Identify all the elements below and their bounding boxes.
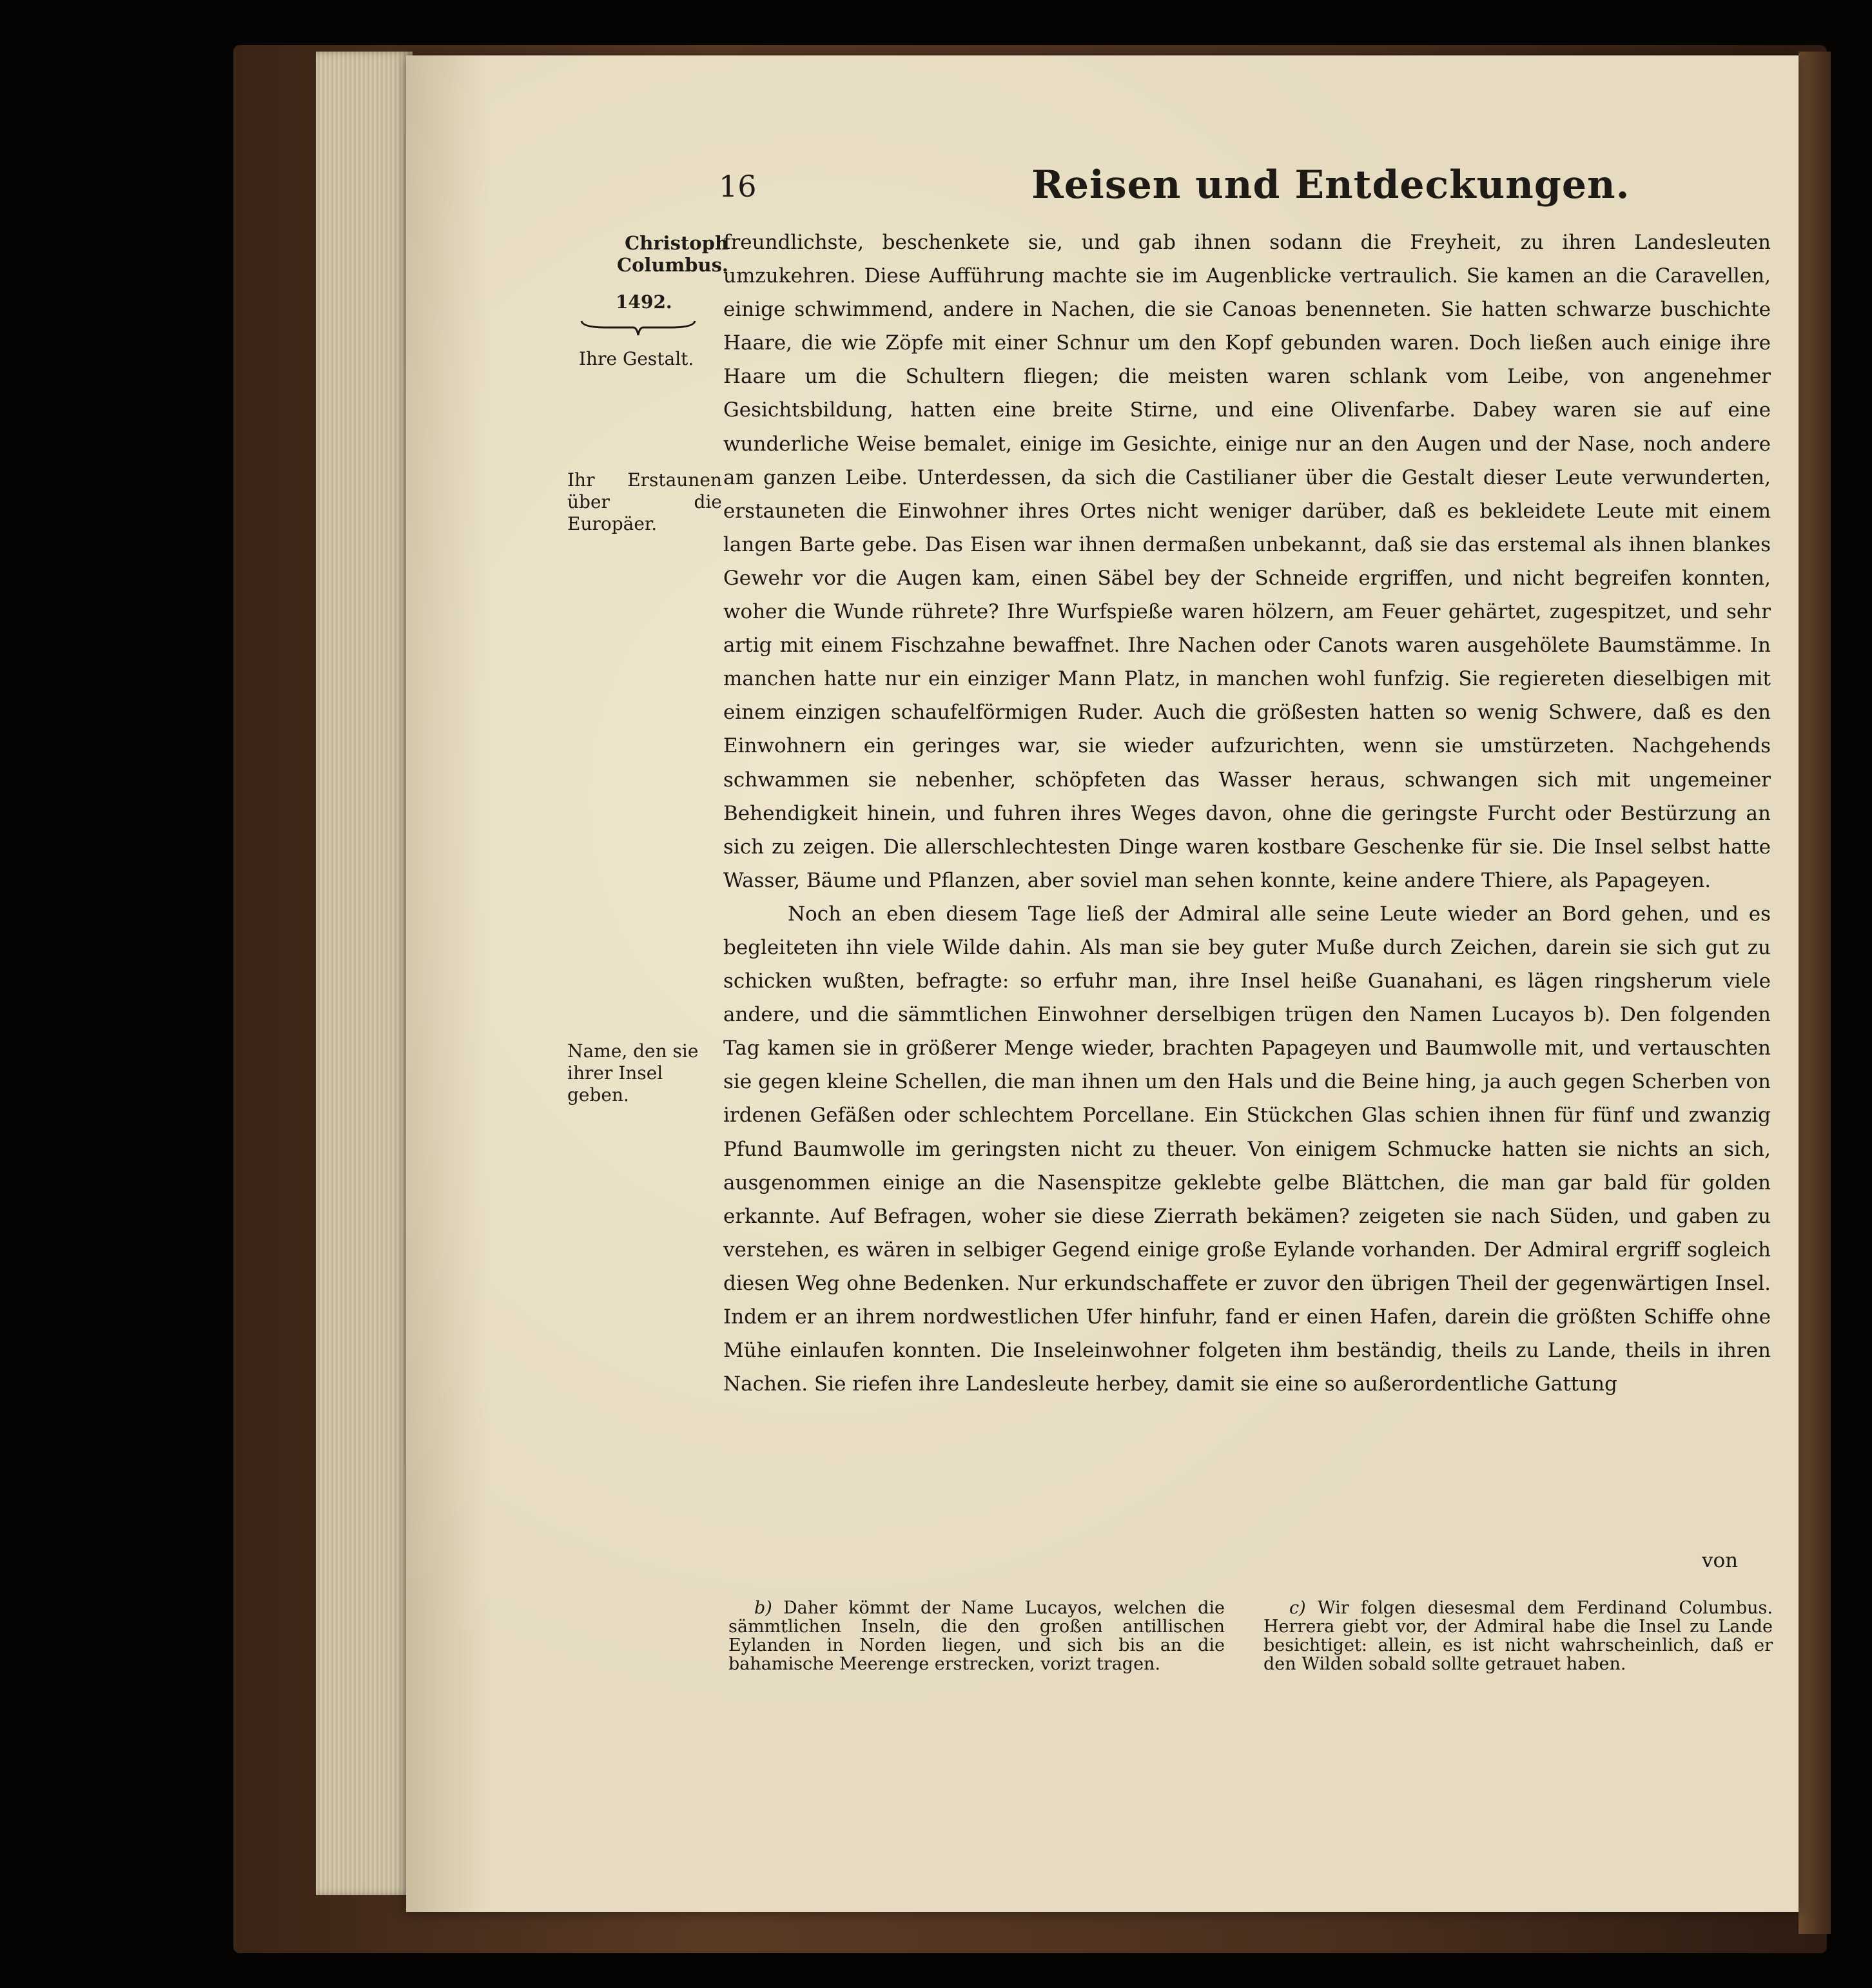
catchword: von: [1702, 1549, 1739, 1572]
margin-note-year: 1492.: [616, 291, 672, 313]
margin-note-shape: Ihre Gestalt.: [579, 348, 694, 369]
margin-note-island-name: Name, den sie ihrer Insel geben.: [567, 1040, 699, 1106]
paragraph: freundlichste, beschenkete sie, und gab ihnen sodann die Freyheit, zu ihren Landesleuten umzukehren. Diese Aufführung machte sie im Augenblicke vertraulich. Sie kamen an die Caravellen, einige schwimmend, andere in Nachen, die sie Canoas benenneten. Sie hatten schwarze buschichte Haare, die wie Zöpfe mit einer Schnur um den Kopf gebunden waren. Doch ließen auch einige ihre Haare um die Schultern fliegen; die meisten waren schlank vom Leibe, von angenehmer Gesichtsbildung, hatten eine breite Stirne, und eine Olivenfarbe. Dabey waren sie auf eine wunderliche Weise bemalet, einige im Gesichte, einige nur an den Augen und der Nase, noch andere am ganzen Leibe. Unterdessen, da sich die Castilianer über die Gestalt dieser Leute verwunderten, erstauneten die Einwohner ihres Ortes nicht weniger darüber, daß es bekleidete Leute mit einem langen Barte gebe. Das Eisen war ihnen dermaßen unbekannt, daß sie das erstemal als ihnen blankes Gewehr vor die Augen kam, einen Säbel bey der Schneide ergriffen, und nicht begreifen konnten, woher die Wunde rührete? Ihre Wurfspieße waren hölzern, am Feuer gehärtet, zugespitzet, und sehr artig mit einem Fischzahne bewaffnet. Ihre Nachen oder Canots waren ausgehölete Baumstämme. In manchen hatte nur ein einziger Mann Platz, in manchen wohl funfzig. Sie regiereten dieselbigen mit einem einzigen schaufelförmigen Ruder. Auch die größesten hatten so wenig Schwere, daß es den Einwohnern ein geringes war, sie wieder aufzurichten, wenn sie umstürzeten. Nachgehends schwammen sie nebenher, schöpfeten das Wasser heraus, schwangen sich mit ungemeiner Behendigkeit hinein, und fuhren ihres Weges davon, ohne die geringste Furcht oder Bestürzung an sich zu zeigen. Die allerschlechtesten Dinge waren kostbare Geschenke für sie. Die Insel selbst hatte Wasser, Bäume und Pflanzen, aber soviel man sehen konnte, keine andere Thiere, als Papageyen.: [723, 231, 1771, 892]
page-edges-stack: [316, 52, 413, 1895]
paragraph: Noch an eben diesem Tage ließ der Admiral alle seine Leute wieder an Bord gehen, und es begleiteten ihn viele Wilde dahin. Als man sie bey guter Muße durch Zeichen, darein sie sich gut zu schicken wußten, befragte: so erfuhr man, ihre Insel heiße Guanahani, es lägen ringsherum viele andere, und die sämmtlichen Einwohner derselbigen trügen den Namen Lucayos b). Den folgenden Tag kamen sie in größerer Menge wieder, brachten Papageyen und Baumwolle mit, und vertauschten sie gegen kleine Schellen, die man ihnen um den Hals und die Beine hing, ja auch gegen Scherben von irdenen Gefäßen oder schlechtem Porcellane. Ein Stückchen Glas schien ihnen für fünf und zwanzig Pfund Baumwolle im geringsten nicht zu theuer. Von einigem Schmucke hatten sie nichts an sich, ausgenommen einige an die Nasenspitze geklebte gelbe Blättchen, die man gar bald für golden erkannte. Auf Befragen, woher sie diese Zierrath bekämen? zeigeten sie nach Süden, und gaben zu verstehen, es wären in selbiger Gegend einige große Eylande vorhanden. Der Admiral ergriff sogleich diesen Weg ohne Bedenken. Nur erkundschaffete er zuvor den übrigen Theil der gegenwärtigen Insel. Indem er an ihrem nordwestlichen Ufer hinfuhr, fand er einen Hafen, darein die größten Schiffe ohne Mühe einlaufen konnten. Die Inseleinwohner folgeten ihm beständig, theils zu Lande, theils in ihren Nachen. Sie riefen ihre Landesleute herbey, damit sie eine so außerordentliche Gattung: [723, 902, 1771, 1396]
year-brace: [580, 318, 696, 338]
footnote-text: Daher kömmt der Name Lucayos, welchen die sämmtlichen Inseln, die den großen antillischen Eylanden in Norden liegen, und sich bis an die bahamische Meerenge erstrecken, vorizt tragen.: [728, 1598, 1225, 1674]
footnote-text: Wir folgen diesesmal dem Ferdinand Columbus. Herrera giebt vor, der Admiral habe die Insel zu Lande besichtiget: allein, es ist nicht wahrscheinlich, daß er den Wilden sobald sollte getrauet haben.: [1263, 1598, 1773, 1674]
running-head: Reisen und Entdeckungen.: [1031, 162, 1630, 208]
next-page-edge: [1799, 52, 1831, 1934]
footnote-c: [1263, 1599, 1773, 1673]
footnote-marker: b): [754, 1598, 772, 1618]
body-text: [723, 226, 1771, 1401]
margin-note-surprise: Ihr Erstaunen über die Europäer.: [567, 469, 722, 534]
footnote-b: [728, 1599, 1225, 1673]
margin-note-name: Christoph Columbus.: [617, 232, 728, 276]
footnote-marker: c): [1289, 1598, 1306, 1618]
page-number: 16: [719, 169, 757, 204]
